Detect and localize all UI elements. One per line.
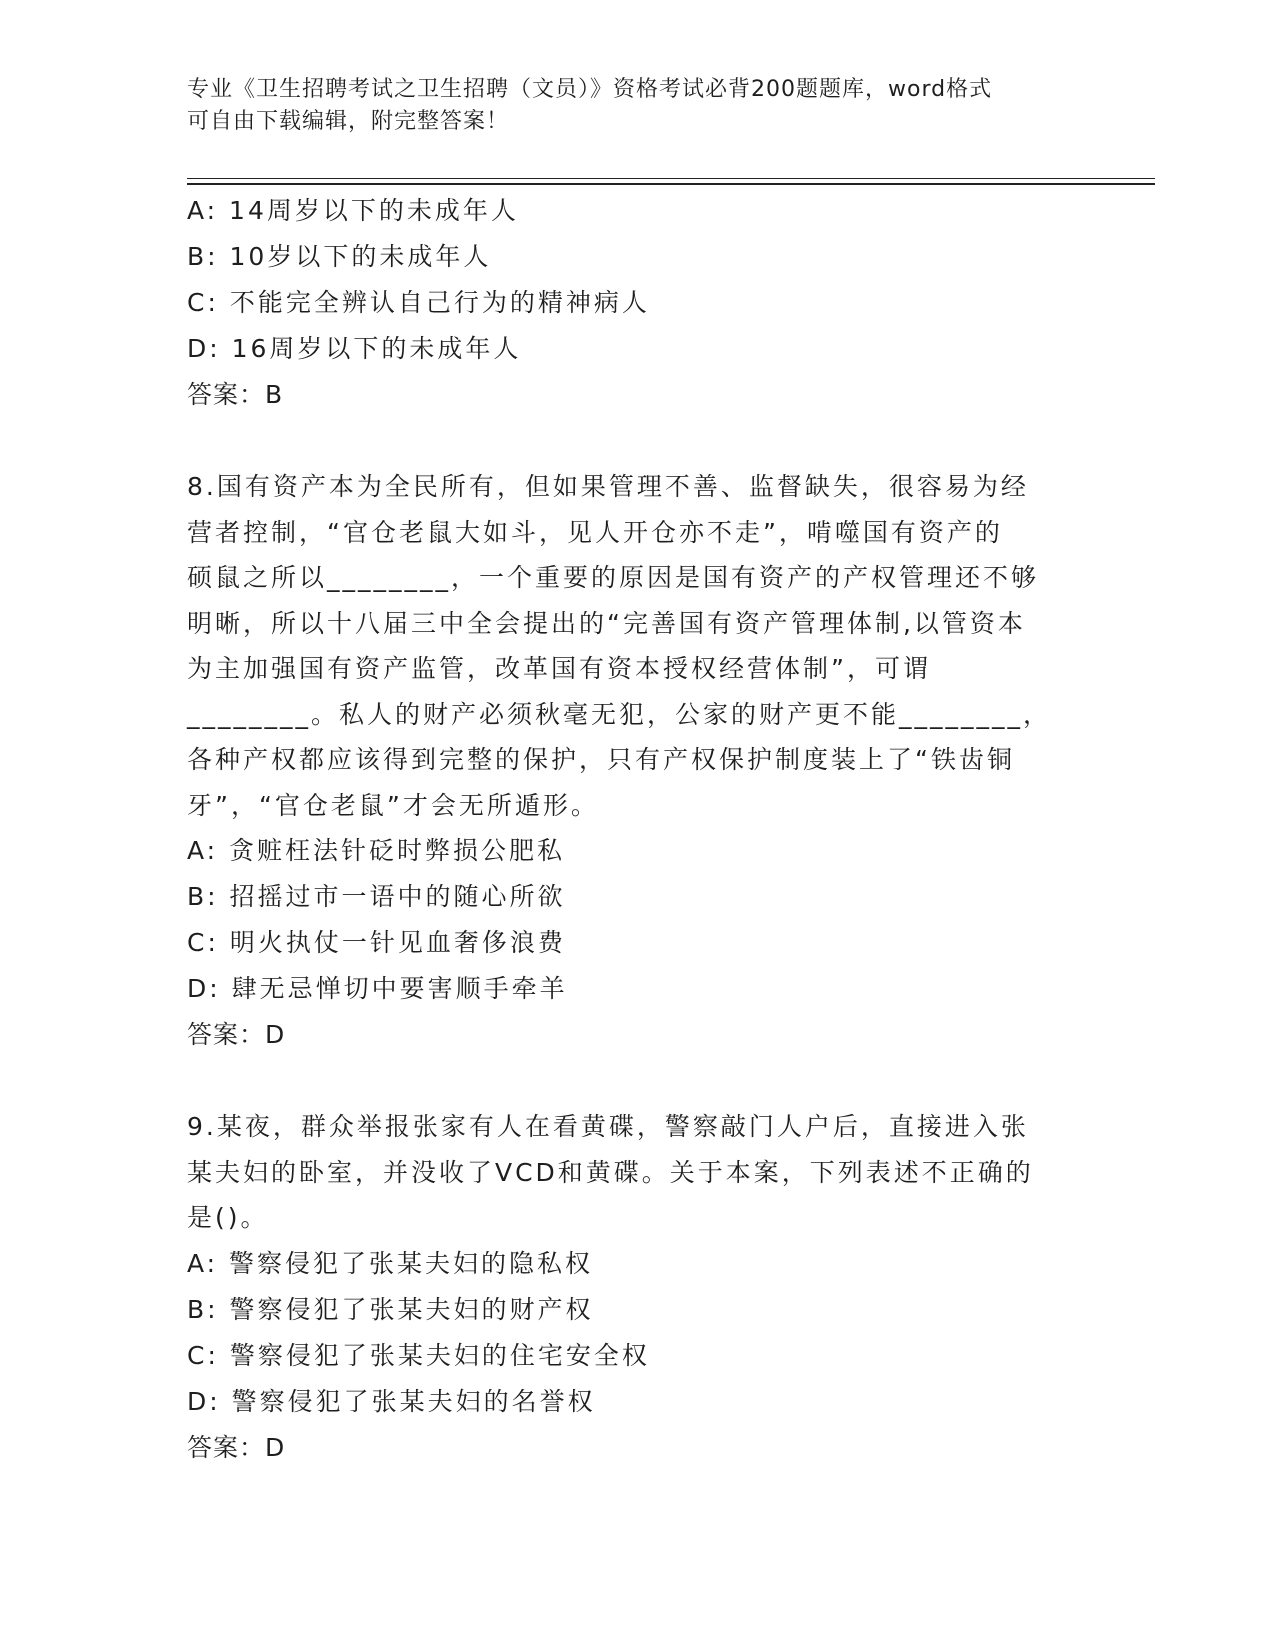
spacer xyxy=(187,1058,1087,1104)
stem-line: 9.某夜，群众举报张家有人在看黄碟，警察敲门人户后，直接进入张 xyxy=(187,1112,1029,1141)
stem-line: 为主加强国有资产监管，改革国有资本授权经营体制”，可谓 xyxy=(187,654,931,683)
option-d: D: 肆无忌惮切中要害顺手牵羊 xyxy=(187,974,568,1003)
option-b: B: 警察侵犯了张某夫妇的财产权 xyxy=(187,1294,594,1324)
option-a: A: 警察侵犯了张某夫妇的隐私权 xyxy=(187,1248,594,1278)
answer: 答案：B xyxy=(187,380,284,409)
header-line-1: 专业《卫生招聘考试之卫生招聘（文员）》资格考试必背200题题库，word格式 xyxy=(187,77,993,102)
option-b: B: 10岁以下的未成年人 xyxy=(187,242,492,271)
question-7-options xyxy=(187,188,1087,418)
spacer xyxy=(187,418,1087,464)
option-d: D: 16周岁以下的未成年人 xyxy=(187,334,522,363)
stem-line: 明晰，所以十八届三中全会提出的“完善国有资产管理体制,以管资本 xyxy=(187,608,1026,638)
question-stem xyxy=(187,1104,1087,1241)
stem-line: 8.国有资产本为全民所有，但如果管理不善、监督缺失，很容易为经 xyxy=(187,472,1029,501)
stem-line: 各种产权都应该得到完整的保护，只有产权保护制度装上了“铁齿铜 xyxy=(187,745,1015,774)
stem-line: 硕鼠之所以________，一个重要的原因是国有资产的产权管理还不够 xyxy=(187,563,1040,592)
question-9 xyxy=(187,1104,1087,1471)
stem-line: 某夫妇的卧室，并没收了VCD和黄碟。关于本案，下列表述不正确的 xyxy=(187,1157,1034,1187)
header-line-2: 可自由下载编辑，附完整答案！ xyxy=(187,109,510,134)
option-d: D: 警察侵犯了张某夫妇的名誉权 xyxy=(187,1386,596,1416)
document-header xyxy=(187,74,1087,138)
answer: 答案：D xyxy=(187,1020,286,1049)
answer: 答案：D xyxy=(187,1432,286,1462)
stem-line: 营者控制，“官仓老鼠大如斗，见人开仓亦不走”，啃噬国有资产的 xyxy=(187,517,1003,547)
document-body xyxy=(187,188,1087,1471)
question-8 xyxy=(187,464,1087,1058)
stem-line: 牙”，“官仓老鼠”才会无所遁形。 xyxy=(187,790,599,820)
option-c: C: 不能完全辨认自己行为的精神病人 xyxy=(187,288,650,317)
option-c: C: 明火执仗一针见血奢侈浪费 xyxy=(187,928,566,957)
question-stem xyxy=(187,464,1087,828)
option-b: B: 招摇过市一语中的随心所欲 xyxy=(187,882,566,911)
stem-line: 是()。 xyxy=(187,1203,269,1232)
option-a: A: 14周岁以下的未成年人 xyxy=(187,196,519,225)
header-rule-thin xyxy=(187,178,1155,179)
stem-line: ________。私人的财产必须秋毫无犯，公家的财产更不能________， xyxy=(187,699,1052,729)
option-a: A: 贪赃枉法针砭时弊损公肥私 xyxy=(187,836,566,865)
header-rule-thick xyxy=(187,183,1155,185)
option-c: C: 警察侵犯了张某夫妇的住宅安全权 xyxy=(187,1340,650,1370)
